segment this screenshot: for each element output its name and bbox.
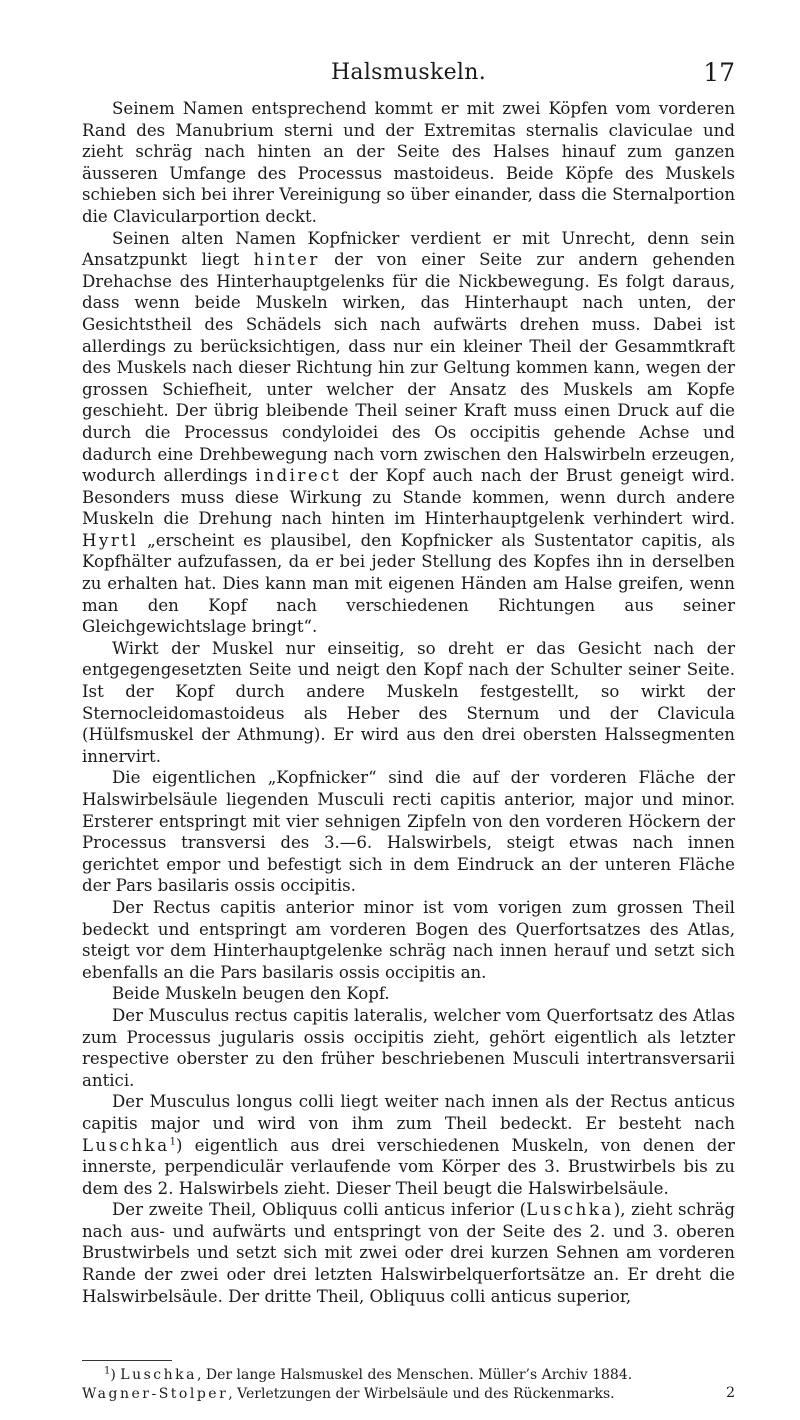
paragraph: Der Musculus longus colli liegt weiter nach innen als der Rectus anticus capitis major und wird von ihm zum Theil bedeckt. Er besteht nach Luschka$^1$) eigentlich aus drei verschiedenen Muskeln, von denen der innerste, perpendiculär verlaufende vom Körper des 3. Brustwirbels bis zu dem des 2. Halswirbels zieht. Dieser Theil beugt die Halswirbelsäule. (82, 1092, 735, 1198)
footnotes (82, 1366, 735, 1404)
author-name: Wagner-Stolper (82, 1386, 229, 1402)
footnote: $^1$) Luschka, Der lange Halsmuskel des Menschen. Müller’s Archiv 1884. (104, 1365, 633, 1383)
page-header (82, 60, 735, 90)
running-title: Halsmuskeln. (330, 60, 487, 85)
author-name: Luschka (120, 1367, 197, 1383)
footnote-marker: 1 (104, 1365, 111, 1377)
emphasis: indirect (255, 466, 342, 486)
page-number: 17 (703, 58, 735, 87)
author-name: Hyrtl (82, 530, 139, 550)
author-name: Luschka (526, 1200, 614, 1220)
paragraph: Die eigentlichen „Kopfnicker“ sind die auf der vorderen Fläche der Halswirbelsäule liegenden Musculi recti capitis anterior, major und minor. Ersterer entspringt mit vier sehnigen Zipfeln von den vorderen Höckern der Processus transversi des 3.—6. Halswirbels, steigt etwas nach innen gerichtet empor und befestigt sich in dem Eindruck an der unteren Fläche der Pars basilaris ossis occipitis. (82, 768, 735, 896)
footnote: Wagner-Stolper, Verletzungen der Wirbelsäule und des Rückenmarks. (82, 1386, 615, 1402)
emphasis: hinter (253, 250, 320, 270)
paragraph: Wirkt der Muskel nur einseitig, so dreht er das Gesicht nach der entgegengesetzten Seite und neigt den Kopf nach der Schulter seiner Seite. Ist der Kopf durch andere Muskeln festgestellt, so wirkt der Sternocleidomastoideus als Heber des Sternum und der Clavicula (Hülfsmuskel der Athmung). Er wird aus den drei obersten Halssegmenten innervirt. (82, 638, 735, 766)
paragraph: Der Rectus capitis anterior minor ist vom vorigen zum grossen Theil bedeckt und entspringt am vorderen Bogen des Querfortsatzes des Atlas, steigt vor dem Hinterhauptgelenke schräg nach innen herauf und setzt sich ebenfalls an die Pars basilaris ossis occipitis an. (82, 897, 735, 982)
signature-mark: 2 (726, 1385, 735, 1401)
paragraph: Beide Muskeln beugen den Kopf. (112, 984, 390, 1004)
footnote-divider (82, 1360, 172, 1361)
paragraph: Der Musculus rectus capitis lateralis, welcher vom Querfortsatz des Atlas zum Processus jugularis ossis occipitis zieht, gehört eigentlich als letzter respective oberster zu den früher beschriebenen Musculi intertransversarii antici. (82, 1005, 735, 1090)
author-name: Luschka (82, 1135, 170, 1155)
paragraph: Seinen alten Namen Kopfnicker verdient er mit Unrecht, denn sein Ansatzpunkt liegt hinter der von einer Seite zur andern gehenden Drehachse des Hinterhauptgelenks für die Nickbewegung. Es folgt daraus, dass wenn beide Muskeln wirken, das Hinterhaupt nach unten, der Gesichtstheil des Schädels sich nach aufwärts drehen muss. Dabei ist allerdings zu berücksichtigen, dass nur ein kleiner Theil der Gesammtkraft des Muskels nach dieser Richtung hin zur Geltung kommen kann, wegen der grossen Schiefheit, unter welcher der Ansatz des Muskels am Kopfe geschieht. Der übrig bleibende Theil seiner Kraft muss einen Druck auf die durch die Processus condyloidei des Os occipitis gehende Achse und dadurch eine Drehbewegung nach vorn zwischen den Halswirbeln erzeugen, wodurch allerdings indirect der Kopf auch nach der Brust geneigt wird. Besonders muss diese Wirkung zu Stande kommen, wenn durch andere Muskeln die Drehung nach hinten im Hinterhauptgelenk verhindert wird. Hyrtl „erscheint es plausibel, den Kopfnicker als Sustentator capitis, als Kopfhälter aufzufassen, da er bei jeder Stellung des Kopfes ihn in derselben zu erhalten hat. Dies kann man mit eigenen Händen am Halse greifen, wenn man den Kopf nach verschiedenen Richtungen aus seiner Gleichgewichtslage bringt“. (82, 228, 736, 637)
footnote-marker[interactable]: 1 (169, 1135, 177, 1147)
paragraph: Der zweite Theil, Obliquus colli anticus inferior (Luschka), zieht schräg nach aus- und aufwärts und entspringt von der Seite des 2. und 3. oberen Brustwirbels und setzt sich mit zwei oder drei kurzen Sehnen am vorderen Rande der zwei oder drei letzten Halswirbelquerfortsätze an. Er dreht die Halswirbelsäule. Der dritte Theil, Obliquus colli anticus superior, (82, 1200, 735, 1306)
paragraph: Seinem Namen entsprechend kommt er mit zwei Köpfen vom vorderen Rand des Manubrium sterni und der Extremitas sternalis claviculae und zieht schräg nach hinten an der Seite des Halses hinauf zum ganzen äusseren Umfange des Processus mastoideus. Beide Köpfe des Muskels schieben sich bei ihrer Vereinigung so über einander, dass die Sternalportion die Clavicularportion deckt. (82, 99, 735, 226)
body-text (82, 98, 735, 1307)
